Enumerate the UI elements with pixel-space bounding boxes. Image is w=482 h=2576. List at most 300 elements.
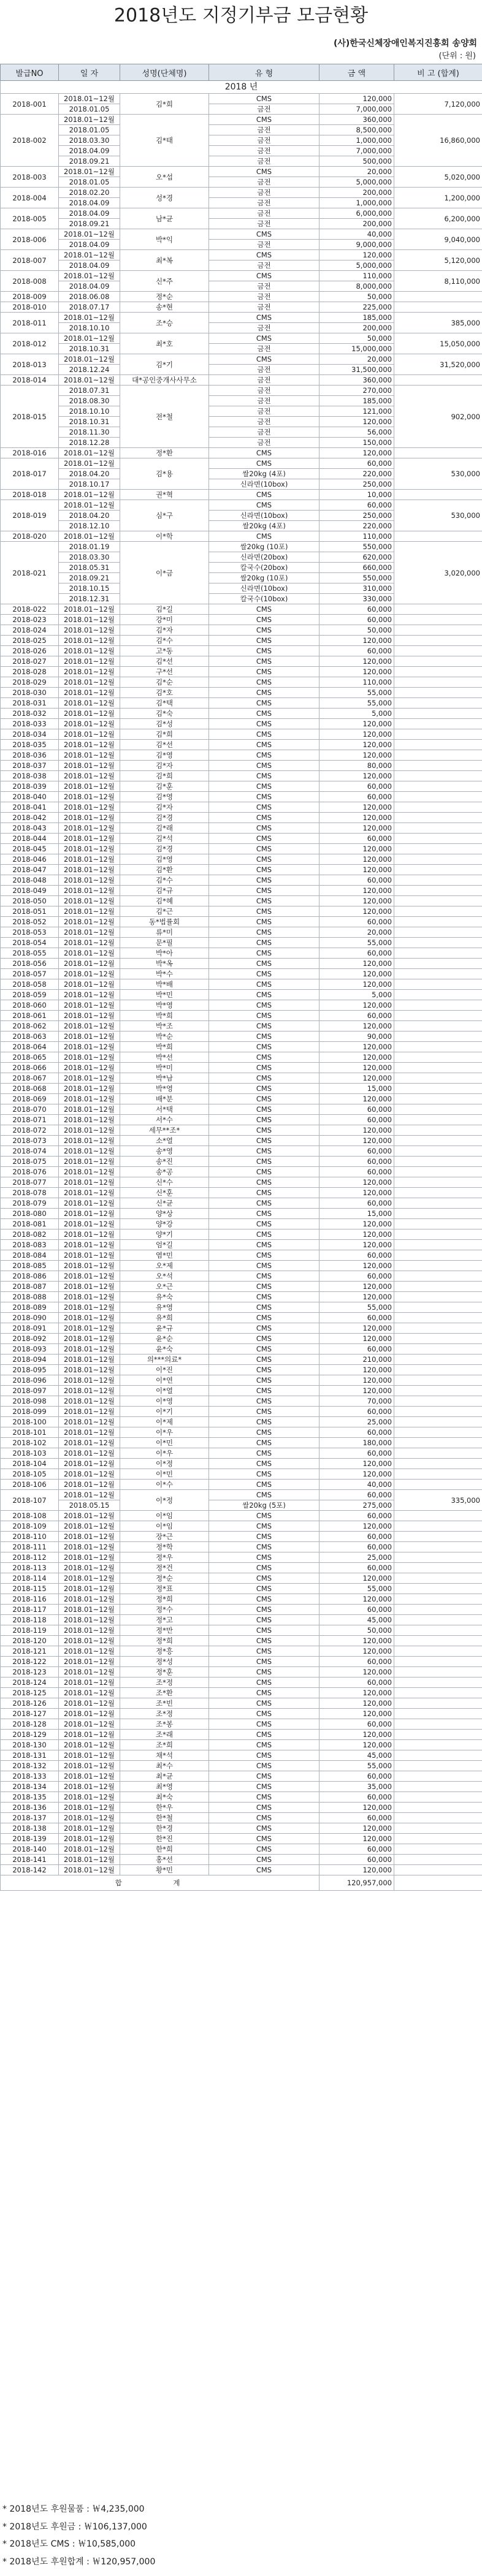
cell-amount: 60,000 [319,1011,394,1021]
year-label: 2018 년 [1,81,482,94]
cell-type: 금전 [209,323,319,333]
cell-note-total [394,1115,482,1125]
cell-date: 2018.01~12월 [59,1344,120,1354]
cell-amount: 220,000 [319,469,394,479]
cell-donor-name: 최*균 [120,1771,209,1782]
cell-type: CMS [209,1177,319,1188]
cell-amount: 185,000 [319,313,394,323]
cell-donor-name: 정*성 [120,1657,209,1667]
cell-note-total [394,1813,482,1823]
cell-type: CMS [209,1636,319,1646]
table-row [1,1615,482,1625]
cell-note-total [394,1125,482,1136]
cell-receipt-no: 2018-107 [1,1490,59,1511]
cell-amount: 8,000,000 [319,281,394,292]
cell-note-total [394,1104,482,1115]
cell-receipt-no: 2018-040 [1,792,59,802]
cell-date: 2018.01~12월 [59,1219,120,1229]
cell-note-total [394,1334,482,1344]
cell-donor-name: 이*진 [120,1365,209,1375]
cell-type: CMS [209,1730,319,1740]
table-row [1,761,482,771]
cell-note-total [394,1532,482,1542]
cell-type: 쌀20kg (10포) [209,573,319,583]
cell-amount: 120,000 [319,1334,394,1344]
cell-receipt-no: 2018-138 [1,1823,59,1834]
table-row [1,271,482,281]
year-row [1,81,482,94]
cell-type: 금전 [209,156,319,167]
cell-donor-name: 오*섭 [120,167,209,188]
cell-amount: 60,000 [319,875,394,886]
cell-receipt-no: 2018-033 [1,719,59,729]
cell-donor-name: 박*영 [120,1000,209,1011]
cell-type: 금전 [209,219,319,229]
cell-receipt-no: 2018-100 [1,1417,59,1427]
cell-note-total [394,604,482,615]
cell-receipt-no: 2018-066 [1,1063,59,1073]
cell-date: 2018.01~12월 [59,333,120,344]
table-row [1,94,482,104]
cell-receipt-no: 2018-009 [1,292,59,302]
cell-receipt-no: 2018-140 [1,1844,59,1855]
cell-note-total [394,1261,482,1271]
cell-type: CMS [209,1855,319,1865]
cell-type: 금전 [209,375,319,386]
cell-donor-name: 소*열 [120,1136,209,1146]
cell-receipt-no: 2018-102 [1,1438,59,1448]
cell-date: 2018.01~12월 [59,1396,120,1407]
table-row [1,375,482,386]
cell-receipt-no: 2018-062 [1,1021,59,1032]
cell-receipt-no: 2018-078 [1,1188,59,1198]
table-row [1,656,482,667]
cell-type: CMS [209,656,319,667]
cell-amount: 120,000 [319,1229,394,1240]
cell-receipt-no: 2018-135 [1,1792,59,1803]
cell-amount: 220,000 [319,521,394,531]
cell-receipt-no: 2018-005 [1,208,59,229]
total-label: 합 계 [1,1875,319,1891]
cell-donor-name: 김*선 [120,740,209,750]
cell-type: CMS [209,1157,319,1167]
cell-type: CMS [209,625,319,636]
cell-donor-name: 정*수 [120,1605,209,1615]
table-row [1,1667,482,1677]
cell-type: CMS [209,1417,319,1427]
cell-amount: 120,000 [319,844,394,854]
cell-amount: 60,000 [319,1490,394,1500]
cell-note-total [394,1698,482,1709]
table-row [1,688,482,698]
cell-date: 2018.01~12월 [59,1657,120,1667]
cell-receipt-no: 2018-075 [1,1157,59,1167]
cell-date: 2018.01~12월 [59,802,120,813]
cell-receipt-no: 2018-048 [1,875,59,886]
cell-amount: 5,000,000 [319,177,394,188]
cell-donor-name: 이*학 [120,531,209,542]
cell-amount: 60,000 [319,1605,394,1615]
cell-receipt-no: 2018-132 [1,1761,59,1771]
cell-type: CMS [209,688,319,698]
cell-receipt-no: 2018-002 [1,115,59,167]
cell-type: CMS [209,1677,319,1688]
summary-total: * 2018년도 후원합계 : ￦120,957,000 [2,2556,156,2567]
cell-receipt-no: 2018-110 [1,1532,59,1542]
cell-receipt-no: 2018-096 [1,1375,59,1386]
cell-amount: 70,000 [319,1396,394,1407]
table-row [1,302,482,313]
table-row [1,1480,482,1490]
cell-amount: 330,000 [319,594,394,604]
cell-donor-name: 조*희 [120,1740,209,1750]
cell-date: 2018.01~12월 [59,615,120,625]
table-row [1,1177,482,1188]
cell-donor-name: 윤*순 [120,1334,209,1344]
cell-receipt-no: 2018-112 [1,1552,59,1563]
cell-receipt-no: 2018-034 [1,729,59,740]
cell-receipt-no: 2018-012 [1,333,59,354]
table-row [1,1855,482,1865]
table-row [1,969,482,979]
cell-receipt-no: 2018-108 [1,1511,59,1521]
cell-amount: 20,000 [319,167,394,177]
table-row [1,1219,482,1229]
cell-donor-name: 성*경 [120,188,209,208]
cell-type: CMS [209,969,319,979]
cell-donor-name: 전*철 [120,386,209,448]
cell-note-total [394,1188,482,1198]
cell-date: 2018.01~12월 [59,1594,120,1605]
cell-receipt-no: 2018-024 [1,625,59,636]
cell-type: CMS [209,1323,319,1334]
cell-donor-name: 신*수 [120,1177,209,1188]
cell-amount: 60,000 [319,1115,394,1125]
table-row [1,1407,482,1417]
cell-amount: 60,000 [319,1855,394,1865]
cell-date: 2018.01~12월 [59,948,120,959]
table-row [1,875,482,886]
summary-donations: * 2018년도 후원금 : ￦106,137,000 [2,2521,147,2532]
cell-receipt-no: 2018-083 [1,1240,59,1250]
cell-amount: 120,000 [319,1261,394,1271]
table-row [1,1032,482,1042]
table-row [1,1302,482,1313]
cell-note-total [394,1521,482,1532]
cell-note-total [394,656,482,667]
cell-amount: 275,000 [319,1500,394,1511]
cell-type: CMS [209,1740,319,1750]
cell-receipt-no: 2018-036 [1,750,59,761]
cell-donor-name: 김*성 [120,719,209,729]
cell-amount: 120,000 [319,1365,394,1375]
cell-type: 쌀20kg (10포) [209,542,319,552]
cell-type: CMS [209,1084,319,1094]
cell-date: 2018.01~12월 [59,709,120,719]
cell-donor-name: 권*혁 [120,490,209,500]
cell-date: 2018.01~12월 [59,938,120,948]
table-row [1,1073,482,1084]
cell-date: 2018.01~12월 [59,94,120,104]
cell-date: 2018.01~12월 [59,1750,120,1761]
cell-donor-name: 심*구 [120,500,209,531]
cell-note-total [394,1792,482,1803]
cell-receipt-no: 2018-115 [1,1584,59,1594]
cell-receipt-no: 2018-023 [1,615,59,625]
cell-donor-name: 김*수 [120,636,209,646]
cell-receipt-no: 2018-044 [1,834,59,844]
table-row [1,1271,482,1282]
cell-amount: 55,000 [319,1761,394,1771]
cell-amount: 620,000 [319,552,394,563]
cell-type: CMS [209,1386,319,1396]
cell-amount: 120,000 [319,1594,394,1605]
cell-date: 2018.01~12월 [59,1052,120,1063]
cell-type: CMS [209,636,319,646]
cell-amount: 60,000 [319,1146,394,1157]
cell-donor-name: 정*건 [120,1563,209,1573]
cell-type: CMS [209,1844,319,1855]
table-row [1,1490,482,1500]
cell-type: CMS [209,781,319,792]
cell-donor-name: 오*제 [120,1261,209,1271]
cell-amount: 150,000 [319,438,394,448]
cell-date: 2018.10.17 [59,479,120,490]
cell-date: 2018.01~12월 [59,719,120,729]
cell-receipt-no: 2018-123 [1,1667,59,1677]
total-amount: 120,957,000 [319,1875,394,1891]
cell-donor-name: 서*택 [120,1104,209,1115]
cell-type: CMS [209,646,319,656]
cell-type: CMS [209,458,319,469]
cell-amount: 120,000 [319,750,394,761]
table-row [1,1354,482,1365]
cell-receipt-no: 2018-088 [1,1292,59,1302]
cell-receipt-no: 2018-086 [1,1271,59,1282]
cell-date: 2018.01~12월 [59,1323,120,1334]
cell-note-total [394,761,482,771]
cell-donor-name: 대*공인중개사사무소 [120,375,209,386]
cell-date: 2018.01~12월 [59,1448,120,1459]
cell-amount: 120,000 [319,959,394,969]
table-row [1,1094,482,1104]
table-row [1,1532,482,1542]
cell-receipt-no: 2018-133 [1,1771,59,1782]
cell-note-total [394,1136,482,1146]
cell-receipt-no: 2018-124 [1,1677,59,1688]
cell-date: 2018.01~12월 [59,1844,120,1855]
cell-receipt-no: 2018-052 [1,917,59,927]
cell-type: CMS [209,1563,319,1573]
cell-type: CMS [209,1011,319,1021]
cell-type: 칼국수(20box) [209,563,319,573]
cell-date: 2018.01~12월 [59,1730,120,1740]
cell-date: 2018.01~12월 [59,1782,120,1792]
cell-date: 2018.01~12월 [59,1532,120,1542]
cell-note-total [394,719,482,729]
cell-date: 2018.04.20 [59,511,120,521]
cell-date: 2018.12.28 [59,438,120,448]
cell-amount: 80,000 [319,761,394,771]
cell-receipt-no: 2018-071 [1,1115,59,1125]
cell-amount: 60,000 [319,1344,394,1354]
cell-note-total: 31,520,000 [394,354,482,375]
cell-date: 2018.05.31 [59,563,120,573]
cell-type: CMS [209,1448,319,1459]
cell-receipt-no: 2018-039 [1,781,59,792]
cell-note-total [394,1219,482,1229]
cell-note-total [394,1396,482,1407]
cell-date: 2018.01~12월 [59,1521,120,1532]
cell-date: 2018.01~12월 [59,1709,120,1719]
cell-note-total [394,1865,482,1875]
cell-donor-name: 박*민 [120,990,209,1000]
table-row [1,1229,482,1240]
cell-receipt-no: 2018-103 [1,1448,59,1459]
cell-donor-name: 한*철 [120,1813,209,1823]
cell-donor-name: 한*경 [120,1823,209,1834]
cell-date: 2018.01~12월 [59,271,120,281]
cell-type: CMS [209,698,319,709]
cell-type: CMS [209,1396,319,1407]
cell-note-total [394,1584,482,1594]
cell-date: 2018.01~12월 [59,1136,120,1146]
cell-date: 2018.07.31 [59,386,120,396]
cell-note-total [394,1240,482,1250]
cell-amount: 7,000,000 [319,146,394,156]
cell-note-total [394,834,482,844]
table-row [1,1657,482,1667]
cell-type: CMS [209,709,319,719]
cell-donor-name: 조*정 [120,1677,209,1688]
table-row [1,1803,482,1813]
cell-amount: 120,000 [319,854,394,865]
cell-receipt-no: 2018-087 [1,1282,59,1292]
cell-type: 금전 [209,344,319,354]
cell-note-total [394,1073,482,1084]
cell-type: CMS [209,1594,319,1605]
cell-note-total [394,531,482,542]
summary-cms: * 2018년도 CMS : ￦10,585,000 [2,2539,136,2549]
cell-note-total [394,1771,482,1782]
cell-note-total [394,1594,482,1605]
cell-date: 2018.01~12월 [59,1271,120,1282]
table-row [1,1792,482,1803]
cell-date: 2018.01~12월 [59,1094,120,1104]
cell-note-total [394,1730,482,1740]
cell-amount: 20,000 [319,354,394,365]
table-row [1,865,482,875]
cell-amount: 120,000 [319,667,394,677]
cell-date: 2018.01~12월 [59,1563,120,1573]
cell-donor-name: 신*주 [120,271,209,292]
cell-type: CMS [209,1698,319,1709]
cell-type: CMS [209,917,319,927]
cell-amount: 55,000 [319,1302,394,1313]
cell-date: 2018.01~12월 [59,1625,120,1636]
cell-amount: 120,000 [319,417,394,427]
table-row [1,750,482,761]
cell-amount: 120,000 [319,1240,394,1250]
cell-date: 2018.01~12월 [59,1365,120,1375]
cell-amount: 120,000 [319,1740,394,1750]
cell-type: CMS [209,990,319,1000]
cell-amount: 9,000,000 [319,240,394,250]
cell-amount: 120,000 [319,1125,394,1136]
cell-receipt-no: 2018-141 [1,1855,59,1865]
table-row [1,1594,482,1605]
cell-type: CMS [209,448,319,458]
cell-type: CMS [209,1375,319,1386]
cell-amount: 25,000 [319,1417,394,1427]
cell-note-total [394,875,482,886]
cell-type: CMS [209,1865,319,1875]
cell-date: 2018.12.10 [59,521,120,531]
cell-date: 2018.01~12월 [59,1011,120,1021]
cell-amount: 6,000,000 [319,208,394,219]
table-row [1,1709,482,1719]
cell-type: CMS [209,802,319,813]
cell-type: CMS [209,1615,319,1625]
cell-amount: 60,000 [319,646,394,656]
cell-receipt-no: 2018-035 [1,740,59,750]
cell-donor-name: 양*상 [120,1209,209,1219]
cell-receipt-no: 2018-142 [1,1865,59,1875]
cell-receipt-no: 2018-069 [1,1094,59,1104]
cell-date: 2018.01~12월 [59,500,120,511]
cell-note-total [394,1011,482,1021]
table-row [1,1573,482,1584]
cell-type: CMS [209,771,319,781]
cell-donor-name: 김*자 [120,761,209,771]
cell-amount: 7,000,000 [319,104,394,115]
cell-amount: 35,000 [319,1782,394,1792]
cell-donor-name: 이*기 [120,1407,209,1417]
cell-receipt-no: 2018-120 [1,1636,59,1646]
table-row [1,625,482,636]
cell-type: CMS [209,959,319,969]
cell-date: 2018.10.10 [59,323,120,333]
cell-donor-name: 이*우 [120,1448,209,1459]
cell-type: CMS [209,94,319,104]
cell-amount: 120,000 [319,1292,394,1302]
cell-note-total [394,979,482,990]
cell-amount: 120,000 [319,250,394,260]
cell-note-total: 6,200,000 [394,208,482,229]
cell-receipt-no: 2018-058 [1,979,59,990]
cell-receipt-no: 2018-045 [1,844,59,854]
cell-amount: 50,000 [319,1625,394,1636]
cell-note-total [394,1344,482,1354]
cell-amount: 200,000 [319,188,394,198]
cell-donor-name: 한*희 [120,1844,209,1855]
cell-note-total [394,1229,482,1240]
cell-note-total [394,781,482,792]
cell-note-total: 1,200,000 [394,188,482,208]
table-row [1,1313,482,1323]
cell-type: 금전 [209,260,319,271]
cell-donor-name: 한*진 [120,1834,209,1844]
cell-date: 2018.01~12월 [59,896,120,906]
cell-note-total [394,1761,482,1771]
cell-note-total: 385,000 [394,313,482,333]
cell-date: 2018.01.05 [59,177,120,188]
cell-date: 2018.01~12월 [59,834,120,844]
cell-receipt-no: 2018-128 [1,1719,59,1730]
cell-amount: 55,000 [319,698,394,709]
cell-note-total [394,729,482,740]
table-row [1,719,482,729]
